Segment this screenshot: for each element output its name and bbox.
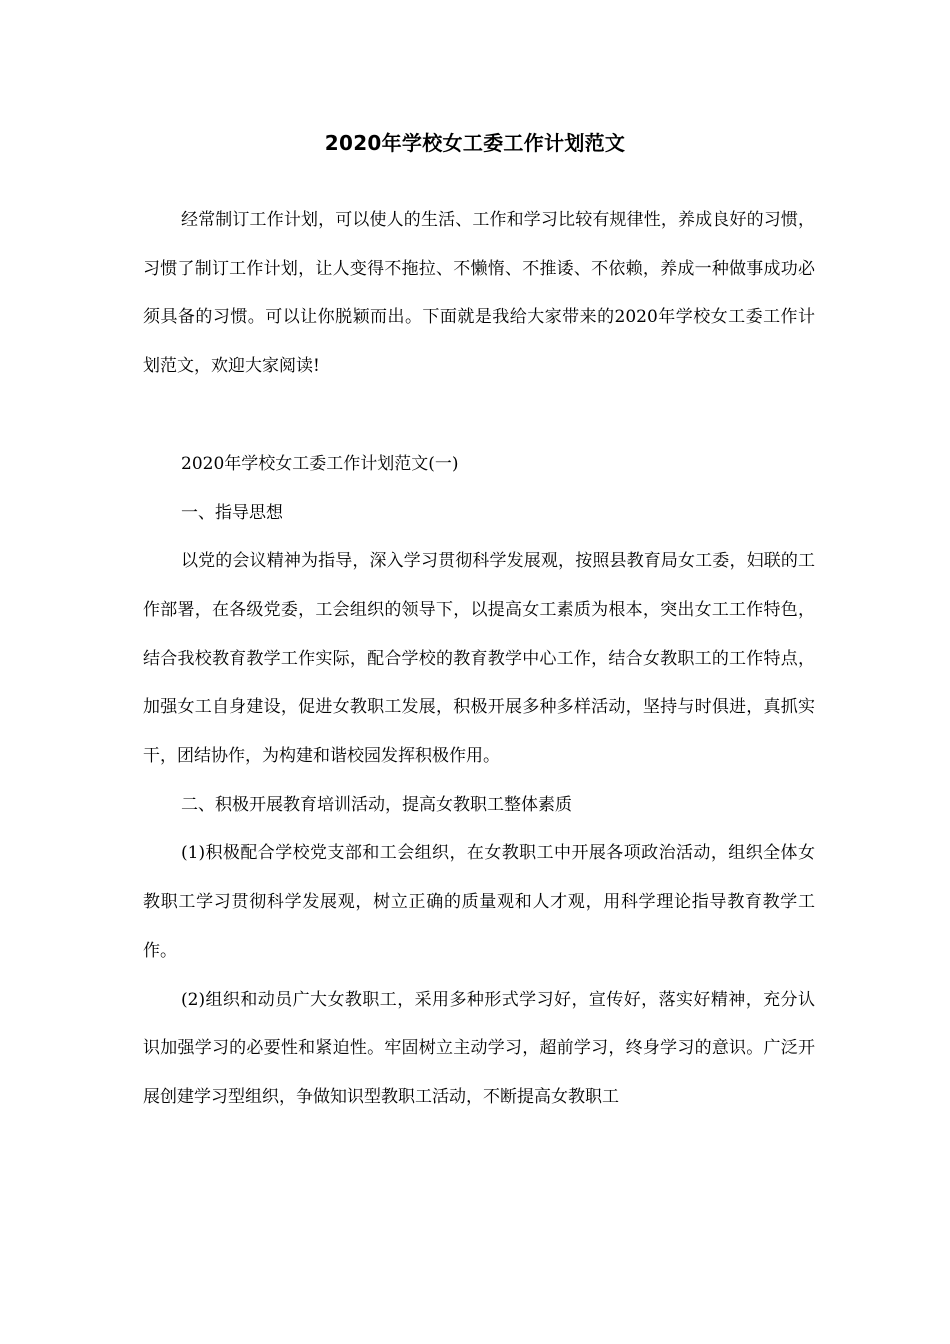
section-title: 2020年学校女工委工作计划范文(一) [181, 453, 459, 474]
intro-paragraph: 经常制订工作计划，可以使人的生活、工作和学习比较有规律性，养成良好的习惯，习惯了制订工作计划，让人变得不拖拉、不懒惰、不推诿、不依赖，养成一种做事成功必须具备的习惯。可以让你脱颖而出。下面就是我给大家带来的2020年学校女工委工作计划范文，欢迎大家阅读! [143, 210, 815, 377]
heading-guiding-ideology: 一、指导思想 [181, 502, 283, 523]
heading-education-training: 二、积极开展教育培训活动，提高女教职工整体素质 [181, 794, 572, 815]
item-paragraph-1: (1)积极配合学校党支部和工会组织，在女教职工中开展各项政治活动，组织全体女教职工学习贯彻科学发展观，树立正确的质量观和人才观，用科学理论指导教育教学工作。 [143, 843, 815, 961]
item-paragraph-2: (2)组织和动员广大女教职工，采用多种形式学习好，宣传好，落实好精神，充分认识加强学习的必要性和紧迫性。牢固树立主动学习，超前学习，终身学习的意识。广泛开展创建学习型组织，争做知识型教职工活动，不断提高女教职工 [143, 989, 815, 1107]
paragraph-gap [143, 391, 815, 440]
document-body [143, 196, 815, 1122]
guiding-ideology-paragraph: 以党的会议精神为指导，深入学习贯彻科学发展观，按照县教育局女工委，妇联的工作部署，在各级党委，工会组织的领导下，以提高女工素质为根本，突出女工工作特色，结合我校教育教学工作实际，配合学校的教育教学中心工作，结合女教职工的工作特点，加强女工自身建设，促进女教职工发展，积极开展多种多样活动，坚持与时俱进，真抓实干，团结协作，为构建和谐校园发挥积极作用。 [143, 551, 815, 767]
document-title: 2020年学校女工委工作计划范文 [324, 131, 626, 155]
